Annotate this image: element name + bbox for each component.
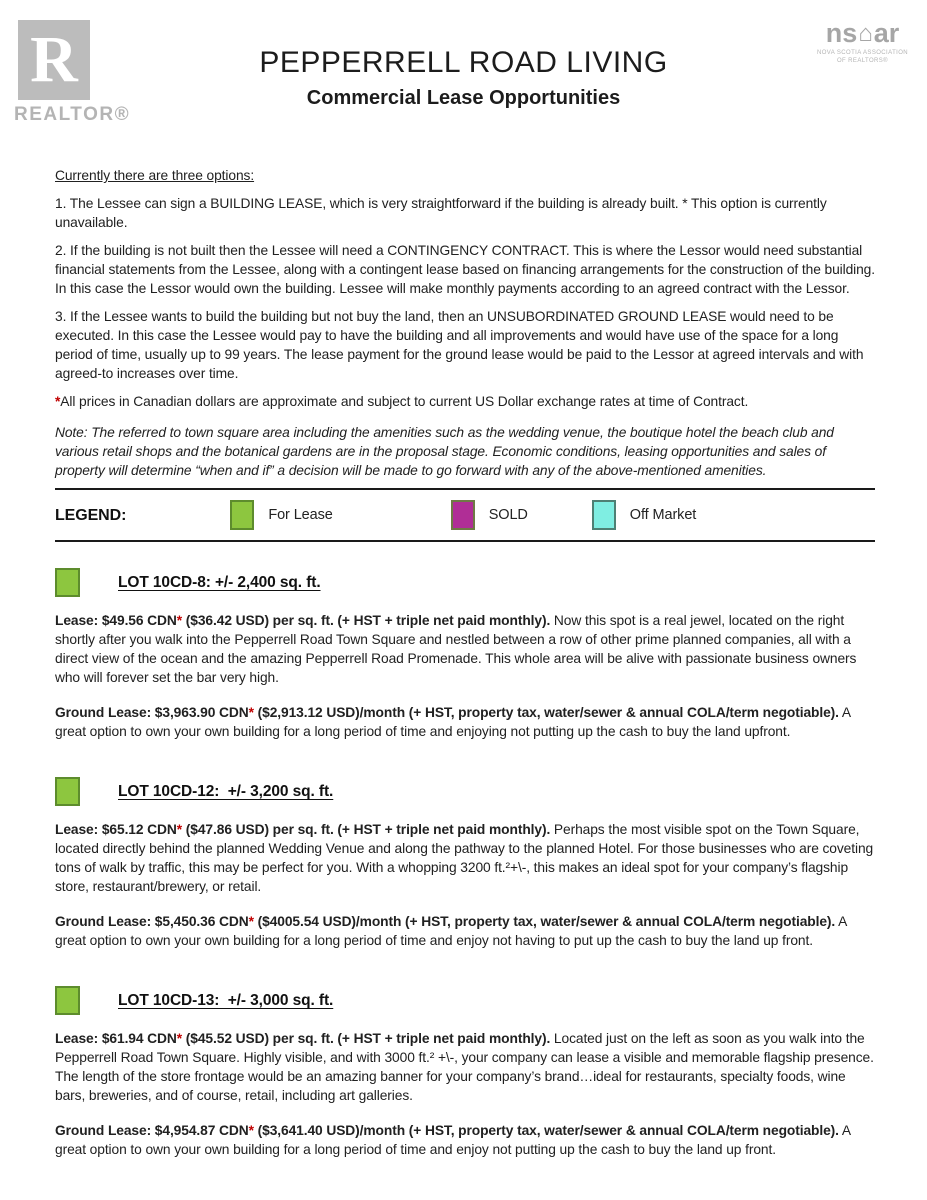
header [0,0,927,150]
red-asterisk: * [248,1123,254,1138]
price-note-paragraph [55,392,875,411]
lot-lease-paragraph [55,820,875,896]
proposal-note-paragraph: Note: The referred to town square area including the amenities such as the wedding venue, the boutique hotel the beach club and various retail shops and the botanical gardens are in the proposal stage. Economic conditions, leasing opportunities and sales of property will determine “when and if” a decision will be made to go forward with any of the above-mentioned amenities. [55,425,834,478]
lot-status-swatch [55,986,80,1015]
legend-label: LEGEND: [55,506,127,524]
price-note-text: All prices in Canadian dollars are approximate and subject to current US Dollar exchange rates at time of Contract. [60,394,749,409]
lease-price-bold: Lease: $61.94 CDN [55,1031,177,1046]
legend-for-lease-label: For Lease [268,506,333,523]
lot-section-10cd-12 [55,777,875,950]
red-asterisk: * [176,613,183,628]
ground-lease-price-bold: Ground Lease: $5,450.36 CDN [55,914,249,929]
option-2-paragraph: 2. If the building is not built then the Lessee will need a CONTINGENCY CONTRACT. This is where the Lessor would need substantial financial statements from the Lessee, along with a contingent lease based on financing arrangements for the construction of the building. In this case the Lessor would own the building. Lessee will make monthly payments according to an agreed contract with the Lessor. [55,243,875,296]
red-asterisk: * [248,705,254,720]
nsar-wordmark [810,20,915,47]
nsar-caption-line2: OF REALTORS® [836,57,888,64]
legend-off-market-label: Off Market [629,506,697,523]
legend-row [55,490,875,540]
ground-lease-terms-bold: ($4005.54 USD)/month (+ HST, property tax, water/sewer & annual COLA/term negotiable). [253,914,836,929]
legend-swatch-1 [451,500,475,530]
nsar-ns-text: ns [825,18,858,48]
legend-bottom-rule [55,540,875,542]
nsar-logo [810,20,915,66]
ground-lease-price-bold: Ground Lease: $3,963.90 CDN [55,705,249,720]
realtor-r-glyph: R [30,23,78,96]
legend-swatch-0 [230,500,254,530]
red-asterisk: * [176,1031,183,1046]
lot-ground-lease-paragraph [55,703,875,741]
lease-description: Now this spot is a real jewel, located on the right shortly after you walk into the Pepperrell Road Town Square and nestled between a row of other prime planned companies, all with a direct view of the ocean and the amazing Pepperrell Road Promenade. This whole area will be alive with passionate business owners who will forever set the bar very high. [55,613,857,685]
house-icon: ⌂ [858,20,873,47]
lot-heading-row [55,568,875,597]
lease-description: Perhaps the most visible spot on the Town Square, located directly behind the planned Wedding Venue and along the pathway to the planned Hotel. For those businesses who are coveting tons of walk by traffic, this may be perfect for you. With a whopping 3200 ft.²+\-, this makes an ideal spot for your company’s flagship store, restaurant/brewery, or retail. [55,822,874,894]
lease-price-bold: Lease: $49.56 CDN [55,613,177,628]
ground-lease-terms-bold: ($3,641.40 USD)/month (+ HST, property tax, water/sewer & annual COLA/term negotiable). [253,1123,839,1138]
red-asterisk: * [176,822,183,837]
lot-status-swatch [55,568,80,597]
lot-heading-row [55,777,875,806]
lease-terms-bold: ($45.52 USD) per sq. ft. (+ HST + triple net paid monthly). [182,1031,551,1046]
nsar-ar-text: ar [873,18,900,48]
lot-title: LOT 10CD-13: +/- 3,000 sq. ft. [118,992,334,1009]
title-block [0,46,927,110]
lot-lease-paragraph [55,1029,875,1105]
realtor-logo-word: REALTOR® [14,104,131,125]
ground-lease-price-bold: Ground Lease: $4,954.87 CDN [55,1123,249,1138]
ground-lease-description: A great option to own your own building for a long period of time and enjoy not having to put up the cash to buy the land up front. [55,914,847,948]
legend-section [55,488,875,542]
ground-lease-description: A great option to own your own building for a long period of time and enjoy not putting up the cash to buy the land up front. [55,1123,851,1157]
intro-heading: Currently there are three options: [55,168,255,183]
page-subtitle: Commercial Lease Opportunities [306,87,621,109]
document-body [0,150,927,1159]
lease-terms-bold: ($36.42 USD) per sq. ft. (+ HST + triple net paid monthly). [182,613,551,628]
option-1-paragraph: 1. The Lessee can sign a BUILDING LEASE, which is very straightforward if the building is already built. * This option is currently unavailable. [55,196,827,230]
nsar-caption [810,50,915,66]
lot-status-swatch [55,777,80,806]
lot-section-10cd-13 [55,986,875,1159]
lease-terms-bold: ($47.86 USD) per sq. ft. (+ HST + triple net paid monthly). [182,822,551,837]
lease-description: Located just on the left as soon as you walk into the Pepperrell Road Town Square. Highly visible, and with 3000 ft.² +\-, your company can lease a visible and memorable flagship presence. The length of the store frontage would be an amazing banner for your company’s brand…ideal for restaurants, specialty foods, wine bars, breweries, and of course, retail, including art galleries. [55,1031,874,1103]
page-title: PEPPERRELL ROAD LIVING [259,46,668,79]
lot-lease-paragraph [55,611,875,687]
lot-title: LOT 10CD-12: +/- 3,200 sq. ft. [118,783,334,800]
nsar-caption-line1: NOVA SCOTIA ASSOCIATION [817,50,908,56]
red-asterisk: * [55,394,61,409]
lot-ground-lease-paragraph [55,1121,875,1159]
lot-heading-row [55,986,875,1015]
lot-section-10cd-8 [55,568,875,741]
lease-price-bold: Lease: $65.12 CDN [55,822,177,837]
lot-ground-lease-paragraph [55,912,875,950]
lot-title: LOT 10CD-8: +/- 2,400 sq. ft. [118,574,321,591]
option-3-paragraph: 3. If the Lessee wants to build the building but not buy the land, then an UNSUBORDINATED GROUND LEASE would need to be executed. In this case the Lessee would pay to have the building and all improvements and would have use of the space for a long period of time, usually up to 99 years. The lease payment for the ground lease would be paid to the Lessor at agreed intervals and with agreed-to increases over time. [55,309,864,381]
ground-lease-terms-bold: ($2,913.12 USD)/month (+ HST, property tax, water/sewer & annual COLA/term negotiable). [253,705,839,720]
red-asterisk: * [248,914,254,929]
ground-lease-description: A great option to own your own building for a long period of time and enjoying not putting up the cash to buy the land upfront. [55,705,851,739]
legend-swatch-2 [592,500,616,530]
legend-sold-label: SOLD [488,506,528,523]
